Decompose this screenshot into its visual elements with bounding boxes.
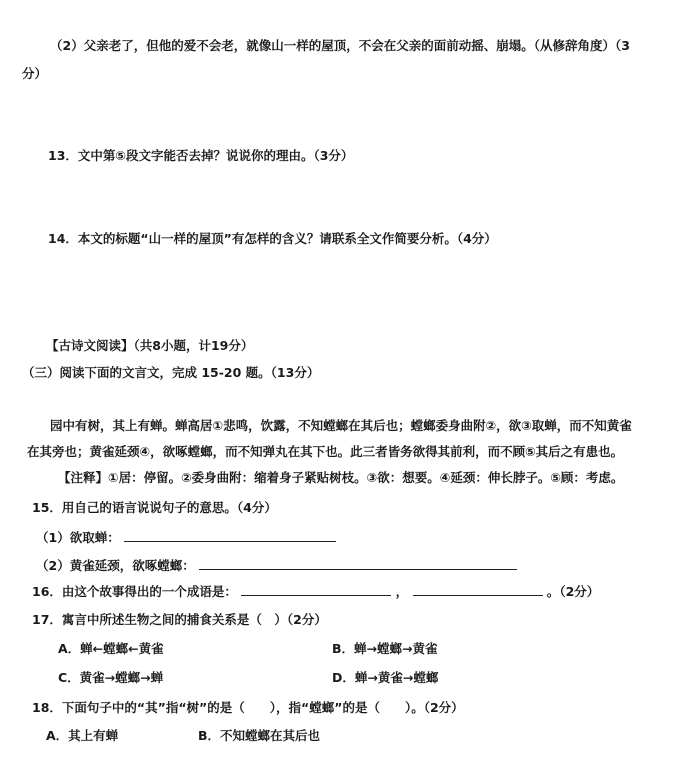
q15-item1-answer-line[interactable] bbox=[124, 529, 336, 542]
q18-stem: 18．下面句子中的“其”指“树”的是（ ），指“螳螂”的是（ ）。（2分） bbox=[32, 700, 464, 715]
q16-answer-line-1[interactable] bbox=[241, 583, 391, 596]
q15-stem: 15．用自己的语言说说句子的意思。（4分） bbox=[32, 500, 277, 515]
q15-item2-row bbox=[36, 557, 517, 574]
q17-option-c: C．黄雀→螳螂→蝉 bbox=[58, 670, 164, 685]
passage-notes: 【注释】①居：停留。②委身曲附：缩着身子紧贴树枝。③欲：想要。④延颈：伸长脖子。⑤顾：考虑。 bbox=[58, 470, 624, 485]
q13-text: 13．文中第⑤段文字能否去掉？说说你的理由。（3分） bbox=[48, 148, 354, 163]
q15-item1-row bbox=[36, 529, 336, 546]
q17-option-d: D．蝉→黄雀→螳螂 bbox=[332, 670, 439, 685]
passage-line1: 园中有树，其上有蝉。蝉高居①悲鸣，饮露，不知螳螂在其后也；螳螂委身曲附②，欲③取蝉，而不知黄雀 bbox=[50, 418, 632, 433]
q16-sep: ， bbox=[395, 584, 409, 599]
q16-stem: 16．由这个故事得出的一个成语是： bbox=[32, 584, 237, 599]
q16-row bbox=[32, 583, 599, 600]
q18-option-a: A．其上有蝉 bbox=[46, 728, 119, 743]
q17-option-b: B．蝉→螳螂→黄雀 bbox=[332, 641, 438, 656]
q15-item2-answer-line[interactable] bbox=[199, 557, 517, 570]
section-heading: 【古诗文阅读】（共8小题，计19分） bbox=[46, 338, 254, 353]
q17-option-a: A．蝉←螳螂←黄雀 bbox=[58, 641, 164, 656]
q14-text: 14．本文的标题“山一样的屋顶”有怎样的含义？请联系全文作简要分析。（4分） bbox=[48, 231, 497, 246]
passage-line2: 在其旁也；黄雀延颈④，欲啄螳螂，而不知弹丸在其下也。此三者皆务欲得其前利，而不顾⑤其后之有患也。 bbox=[27, 444, 624, 459]
q12-2-line1: （2）父亲老了，但他的爱不会老，就像山一样的屋顶，不会在父亲的面前动摇、崩塌。（从修辞角度）（3 bbox=[50, 38, 630, 53]
q16-answer-line-2[interactable] bbox=[413, 583, 543, 596]
q17-stem: 17．寓言中所述生物之间的捕食关系是（ ）（2分） bbox=[32, 612, 327, 627]
q12-2-line2: 分） bbox=[22, 66, 48, 81]
q15-item2-label: （2）黄雀延颈，欲啄螳螂： bbox=[36, 558, 195, 573]
q18-option-b: B．不知螳螂在其后也 bbox=[198, 728, 321, 743]
q15-item1-label: （1）欲取蝉： bbox=[36, 530, 120, 545]
section-part3: （三）阅读下面的文言文，完成 15-20 题。（13分） bbox=[22, 365, 320, 380]
q16-end: 。（2分） bbox=[546, 584, 600, 599]
